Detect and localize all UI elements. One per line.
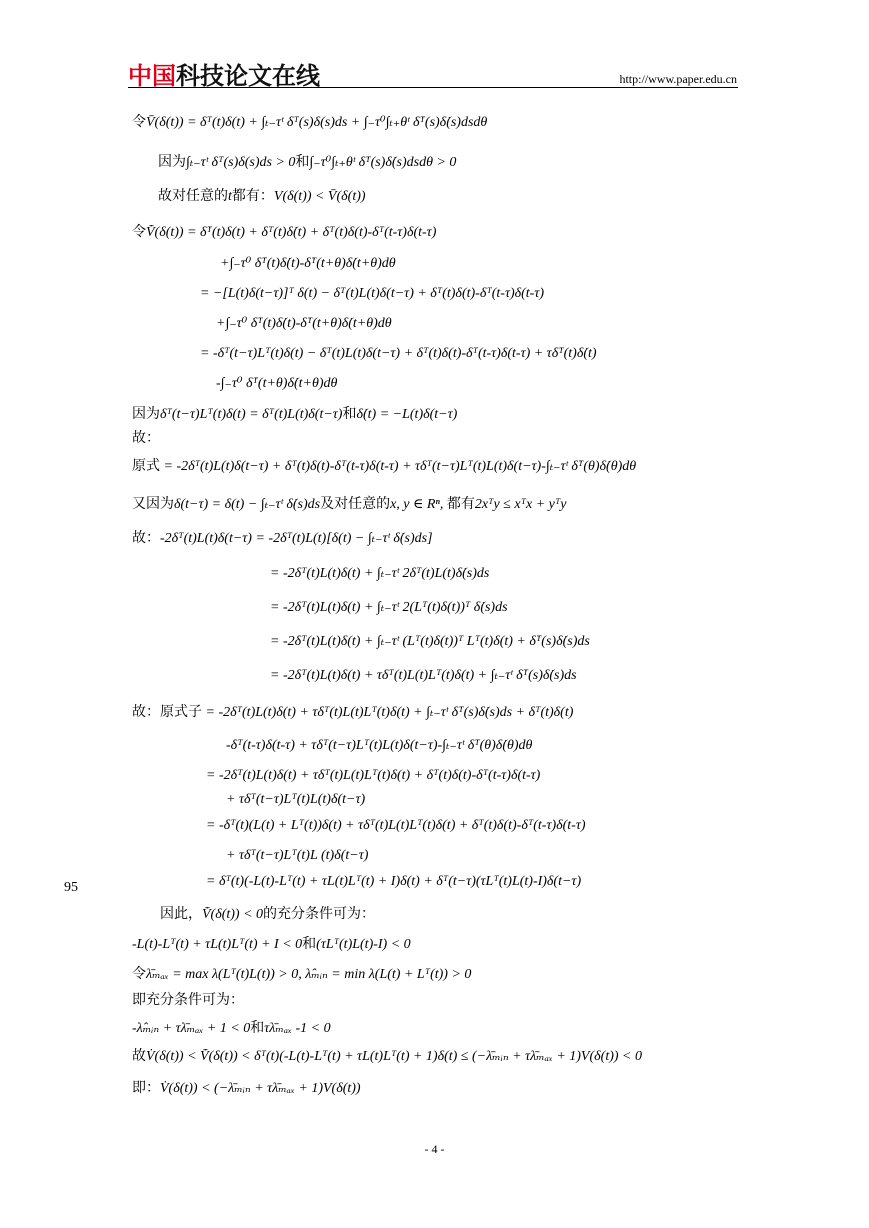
equation-line: 故：-2δᵀ(t)L(t)δ(t−τ) = -2δᵀ(t)L(t)[δ(t) − ∫ₜ₋τᵗ δ̇(s)ds] bbox=[132, 530, 433, 546]
equation-line: -L(t)-Lᵀ(t) + τL(t)Lᵀ(t) + I < 0和(τLᵀ(t)L(t)-I) < 0 bbox=[132, 936, 411, 952]
equation-line: = -δᵀ(t−τ)Lᵀ(t)δ(t) − δᵀ(t)L(t)δ(t−τ) + δᵀ(t)δ(t)-δᵀ(t-τ)δ(t-τ) + τδ̇ᵀ(t)δ̇(t) bbox=[200, 346, 597, 361]
equation-line: 令V̄̇(δ(t)) = δ̇ᵀ(t)δ(t) + δᵀ(t)δ̇(t) + δᵀ(t)δ(t)-δᵀ(t-τ)δ(t-τ) bbox=[132, 224, 437, 240]
equation-line: = δᵀ(t)(-L(t)-Lᵀ(t) + τL(t)Lᵀ(t) + I)δ(t) + δᵀ(t−τ)(τLᵀ(t)L(t)-I)δ(t−τ) bbox=[206, 874, 582, 889]
equation-line: 故： bbox=[132, 430, 160, 446]
equation-line: = -2δᵀ(t)L(t)δ(t) + ∫ₜ₋τᵗ 2(Lᵀ(t)δ(t))ᵀ δ̇(s)ds bbox=[270, 600, 508, 615]
equation-line: + τδᵀ(t−τ)Lᵀ(t)L (t)δ(t−τ) bbox=[226, 848, 369, 863]
equation-line: 因此，V̄̇(δ(t)) < 0的充分条件可为： bbox=[160, 906, 376, 922]
equation-line: 即：V̇(δ(t)) < (−λ̄ₘᵢₙ + τλ̄ₘₐₓ + 1)V(δ(t)) bbox=[132, 1080, 361, 1096]
equation-line: 因为∫ₜ₋τᵗ δᵀ(s)δ(s)ds > 0和∫₋τ⁰∫ₜ₊θᵗ δ̇ᵀ(s)δ̇(s)dsdθ > 0 bbox=[158, 154, 457, 170]
page-number: - 4 - bbox=[424, 1142, 445, 1156]
equation-line: = -2δᵀ(t)L(t)δ(t) + ∫ₜ₋τᵗ (Lᵀ(t)δ(t))ᵀ Lᵀ(t)δ(t) + δ̇ᵀ(s)δ̇(s)ds bbox=[270, 634, 590, 649]
logo-red-text: 中国 bbox=[128, 62, 176, 90]
equation-line: = -δᵀ(t)(L(t) + Lᵀ(t))δ(t) + τδᵀ(t)L(t)Lᵀ(t)δ(t) + δᵀ(t)δ(t)-δᵀ(t-τ)δ(t-τ) bbox=[206, 818, 586, 833]
equation-line: 令λ̄ₘₐₓ = max λ(Lᵀ(t)L(t)) > 0, λ̂ₘᵢₙ = min λ(L(t) + Lᵀ(t)) > 0 bbox=[132, 966, 472, 982]
equation-line: 原式 = -2δᵀ(t)L(t)δ(t−τ) + δᵀ(t)δ(t)-δᵀ(t-τ)δ(t-τ) + τδᵀ(t−τ)Lᵀ(t)L(t)δ(t−τ)-∫ₜ₋τᵗ δ̇ᵀ(θ)δ̇(θ)dθ bbox=[132, 458, 637, 474]
equation-line: -λ̂ₘᵢₙ + τλ̄ₘₐₓ + 1 < 0和τλ̄ₘₐₓ -1 < 0 bbox=[132, 1020, 331, 1036]
logo-black-text: 科技论文在线 bbox=[176, 62, 320, 90]
equation-line: + τδᵀ(t−τ)Lᵀ(t)L(t)δ(t−τ) bbox=[226, 792, 366, 807]
equation-line: 故对任意的t都有：V(δ(t)) < V̄(δ(t)) bbox=[158, 188, 366, 204]
equation-line: +∫₋τ⁰ δ̇ᵀ(t)δ̇(t)-δ̇ᵀ(t+θ)δ̇(t+θ)dθ bbox=[220, 256, 396, 271]
equation-line: 因为δᵀ(t−τ)Lᵀ(t)δ(t) = δᵀ(t)L(t)δ(t−τ)和δ̇(t) = −L(t)δ(t−τ) bbox=[132, 406, 458, 422]
equation-line: = -2δᵀ(t)L(t)δ(t) + ∫ₜ₋τᵗ 2δᵀ(t)L(t)δ̇(s)ds bbox=[270, 566, 490, 581]
journal-logo bbox=[128, 62, 320, 90]
equation-line: = -2δᵀ(t)L(t)δ(t) + τδᵀ(t)L(t)Lᵀ(t)δ(t) + ∫ₜ₋τᵗ δ̇ᵀ(s)δ̇(s)ds bbox=[270, 668, 577, 683]
equation-line: = −[L(t)δ(t−τ)]ᵀ δ(t) − δᵀ(t)L(t)δ(t−τ) + δᵀ(t)δ(t)-δᵀ(t-τ)δ(t-τ) bbox=[200, 286, 545, 301]
equation-line: = -2δᵀ(t)L(t)δ(t) + τδᵀ(t)L(t)Lᵀ(t)δ(t) + δᵀ(t)δ(t)-δᵀ(t-τ)δ(t-τ) bbox=[206, 768, 541, 783]
equation-line: -δᵀ(t-τ)δ(t-τ) + τδᵀ(t−τ)Lᵀ(t)L(t)δ(t−τ)-∫ₜ₋τᵗ δ̇ᵀ(θ)δ̇(θ)dθ bbox=[226, 738, 533, 753]
equation-line: -∫₋τ⁰ δ̇ᵀ(t+θ)δ̇(t+θ)dθ bbox=[216, 376, 338, 391]
header-rule bbox=[128, 87, 738, 88]
equation-line: 令V̄(δ(t)) = δᵀ(t)δ(t) + ∫ₜ₋τᵗ δᵀ(s)δ(s)ds + ∫₋τ⁰∫ₜ₊θᵗ δ̇ᵀ(s)δ̇(s)dsdθ bbox=[132, 114, 488, 130]
equation-line: 故V̇(δ(t)) < V̄̇(δ(t)) < δᵀ(t)(-L(t)-Lᵀ(t) + τL(t)Lᵀ(t) + 1)δ(t) ≤ (−λ̄ₘᵢₙ + τλ̄ₘₐₓ + 1)V(δ(t)) < 0 bbox=[132, 1048, 642, 1064]
equation-line: 故：原式子 = -2δᵀ(t)L(t)δ(t) + τδᵀ(t)L(t)Lᵀ(t)δ(t) + ∫ₜ₋τᵗ δ̇ᵀ(s)δ̇(s)ds + δᵀ(t)δ(t) bbox=[132, 704, 574, 720]
header-url[interactable]: http://www.paper.edu.cn bbox=[619, 72, 737, 86]
equation-line: +∫₋τ⁰ δ̇ᵀ(t)δ̇(t)-δ̇ᵀ(t+θ)δ̇(t+θ)dθ bbox=[216, 316, 392, 331]
line-number: 95 bbox=[64, 880, 78, 895]
equation-line: 即充分条件可为： bbox=[132, 992, 244, 1008]
equation-line: 又因为δ(t−τ) = δ(t) − ∫ₜ₋τᵗ δ̇(s)ds及对任意的x, y ∈ Rⁿ, 都有2xᵀy ≤ xᵀx + yᵀy bbox=[132, 496, 567, 512]
